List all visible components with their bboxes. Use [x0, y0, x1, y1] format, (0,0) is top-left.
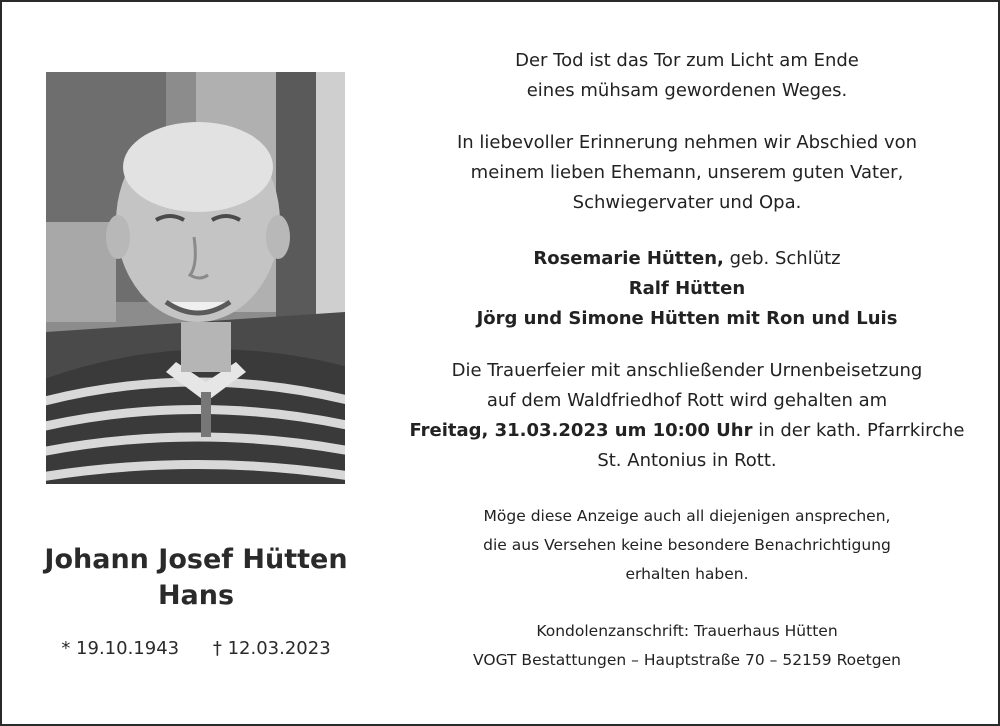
quote-line: Der Tod ist das Tor zum Licht am Ende — [515, 50, 859, 71]
contact-line: VOGT Bestattungen – Hauptstraße 70 – 52159 Roetgen — [473, 651, 901, 669]
intro-line: Schwiegervater und Opa. — [572, 192, 802, 213]
service-line: auf dem Waldfriedhof Rott wird gehalten am — [486, 390, 888, 411]
mourner-line — [402, 304, 972, 334]
birth-date: * 19.10.1943 — [61, 638, 180, 659]
service-line: St. Antonius in Rott. — [597, 450, 777, 471]
death-date: † 12.03.2023 — [212, 638, 331, 659]
mourner-wife-name: Rosemarie Hütten, — [533, 248, 724, 269]
mourner-son: Ralf Hütten — [628, 278, 746, 299]
service-date-time: Freitag, 31.03.2023 um 10:00 Uhr — [409, 420, 753, 441]
deceased-name: Johann Josef Hütten — [44, 544, 348, 575]
notice-line: die aus Versehen keine besondere Benachrichtigung — [483, 536, 891, 554]
obituary-text — [402, 46, 972, 675]
notice-line: erhalten haben. — [625, 565, 749, 583]
intro-line: In liebevoller Erinnerung nehmen wir Abschied von — [456, 132, 918, 153]
deceased-nickname: Hans — [157, 580, 235, 611]
service-line: Die Trauerfeier mit anschließender Urnenbeisetzung — [451, 360, 923, 381]
mourner-line — [402, 244, 972, 274]
portrait-photo — [46, 72, 345, 484]
mourner-line — [402, 274, 972, 304]
service-line — [402, 416, 972, 446]
deceased-name-block — [2, 542, 390, 614]
quote-line: eines mühsam gewordenen Weges. — [526, 80, 848, 101]
intro-line: meinem lieben Ehemann, unserem guten Vater, — [470, 162, 904, 183]
mourner-family: Jörg und Simone Hütten mit Ron und Luis — [476, 308, 898, 329]
life-dates — [2, 638, 390, 659]
notice-line: Möge diese Anzeige auch all diejenigen ansprechen, — [483, 507, 891, 525]
contact-line: Kondolenzanschrift: Trauerhaus Hütten — [536, 622, 838, 640]
mourner-wife-maiden: geb. Schlütz — [723, 248, 841, 269]
service-place: in der kath. Pfarrkirche — [752, 420, 965, 441]
